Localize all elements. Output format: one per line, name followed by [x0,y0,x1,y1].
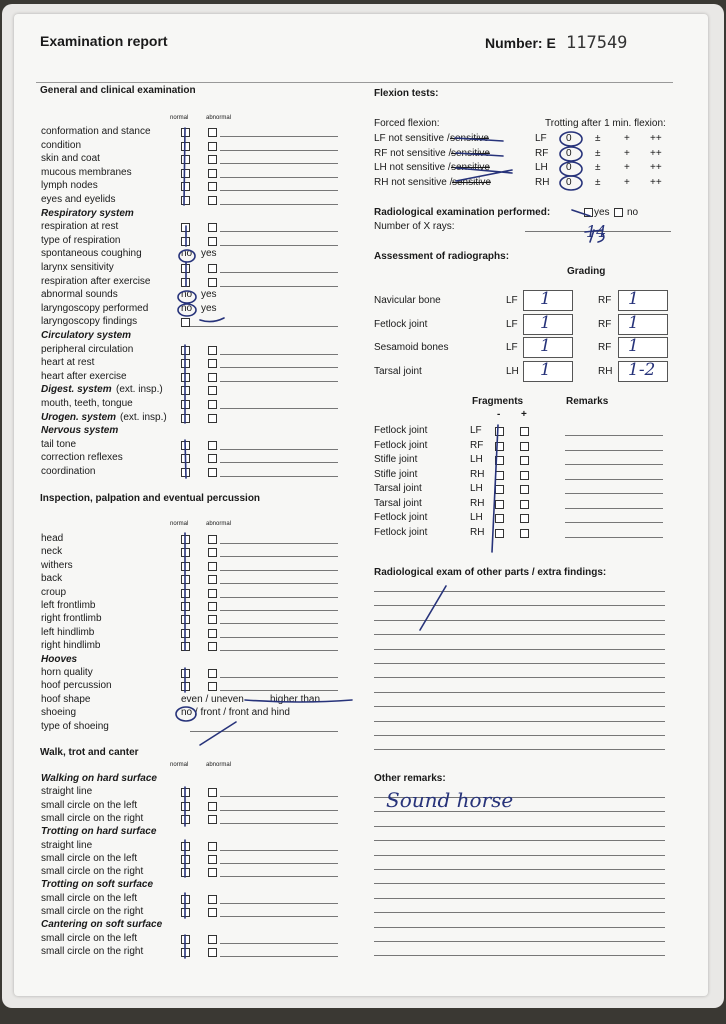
row-label: mouth, teeth, tongue [41,398,133,409]
row-label: conformation and stance [41,126,151,137]
normal-column-header: normal [170,521,189,527]
subsection-heading: Respiratory system [41,207,134,219]
checkmark-stroke [184,128,185,205]
subsection-heading: Digest. system [41,384,112,396]
general-section-title: General and clinical examination [40,85,196,96]
flexion-grade-option[interactable]: ++ [650,147,662,159]
flexion-grade-option[interactable]: ++ [650,133,662,144]
abnormal-column-header: abnormal [206,115,232,121]
row-label: type of respiration [41,234,121,246]
forced-flexion-label: Forced flexion: [374,118,440,129]
report-number-label: Number: E [485,35,556,51]
row-label: left hindlimb [41,626,95,638]
fragment-leg: LH [470,483,483,494]
assessment-title: Assessment of radiographs: [374,251,510,262]
row-label: withers [41,559,73,571]
right-grade-value[interactable]: 1 [628,336,639,356]
assessment-row-label: Fetlock joint [374,318,428,330]
left-grade-value[interactable]: 1 [540,289,551,309]
row-label: back [41,573,63,585]
row-label: abnormal sounds [41,289,118,301]
assessment-right-leg: RH [598,365,613,377]
row-label: lymph nodes [41,180,98,192]
option-text[interactable]: even / uneven [181,693,244,705]
flexion-grade-option[interactable]: 0 [566,176,572,188]
row-label: right hindlimb [41,640,101,652]
fragment-joint-label: Tarsal joint [374,483,422,494]
row-label: neck [41,546,63,558]
assessment-right-leg: RF [598,342,612,353]
row-label: spontaneous coughing [41,248,142,260]
row-label: eyes and eyelids [41,194,116,205]
yes-option[interactable]: yes [201,289,217,301]
yes-option[interactable]: yes [201,302,217,314]
subsection-heading: Trotting on soft surface [41,879,154,891]
minus-header: - [497,409,501,420]
no-option[interactable]: no [181,302,193,314]
row-label: horn quality [41,667,93,678]
fragment-leg: LH [470,512,483,523]
row-label: mucous membranes [41,166,132,178]
row-label: peripheral circulation [41,343,134,355]
no-option[interactable]: no [181,248,193,260]
row-label: tail tone [41,438,77,450]
flexion-leg: RH [535,176,550,188]
other-remarks-title: Other remarks: [374,773,446,784]
other-parts-title: Radiological exam of other parts / extra findings: [374,567,607,578]
abnormal-column-header: abnormal [206,762,232,768]
flexion-row-strike[interactable]: sensitive [450,133,489,144]
subsection-heading: Urogen. system [41,411,117,423]
remarks-title: Remarks [566,396,609,407]
flexion-grade-option[interactable]: 0 [566,162,572,174]
yes-option[interactable]: yes [201,248,217,260]
right-grade-value[interactable]: 1 [628,312,639,333]
radiological-no-text: no [627,207,639,218]
row-label: straight line [41,839,93,851]
fragment-leg: LH [470,454,483,465]
row-label: head [41,533,64,544]
left-grade-value[interactable]: 1 [540,359,551,380]
flexion-leg: LH [535,162,548,174]
assessment-right-leg: RF [598,318,612,330]
flexion-grade-option[interactable]: + [624,147,630,159]
abnormal-column-header: abnormal [206,521,232,527]
subsection-heading: Trotting on hard surface [41,826,157,838]
flexion-grade-option[interactable]: ± [595,147,601,159]
row-label: larynx sensitivity [41,262,114,273]
right-grade-value[interactable]: 1 [628,289,639,309]
flexion-grade-option[interactable]: ++ [650,176,662,188]
row-label: small circle on the right [41,812,144,824]
report-number-value: 117549 [566,33,628,53]
flexion-grade-option[interactable]: ± [595,133,601,144]
flexion-grade-option[interactable]: ± [595,162,601,174]
row-label: correction reflexes [41,452,123,464]
flexion-leg: LF [535,133,547,144]
xrays-label: Number of X rays: [374,221,455,232]
row-label: hoof percussion [41,680,112,692]
subsection-heading: Circulatory system [41,330,132,341]
subsection-heading: Walking on hard surface [41,773,157,784]
row-label: respiration at rest [41,221,119,233]
subsection-suffix: (ext. insp.) [116,384,163,396]
row-label: small circle on the left [41,852,138,864]
assessment-row-label: Sesamoid bones [374,342,449,353]
other-remarks-handwriting[interactable]: Sound horse [386,788,514,812]
right-grade-value[interactable]: 1-2 [628,359,656,380]
subsection-heading: Cantering on soft surface [41,919,163,931]
fragment-joint-label: Fetlock joint [374,512,428,523]
row-label: laryngoscopy performed [41,302,149,314]
walk-section-title: Walk, trot and canter [40,747,139,758]
trotting-label: Trotting after 1 min. flexion: [545,118,666,129]
flexion-row-text: LH not sensitive / [374,162,451,174]
row-label: laryngoscopy findings [41,316,138,328]
row-label: right frontlimb [41,613,102,625]
radiological-performed-label: Radiological examination performed: [374,207,551,218]
row-label: condition [41,139,82,151]
grading-label: Grading [567,266,606,277]
flexion-grade-option[interactable]: 0 [566,133,572,144]
assessment-left-leg: LF [506,295,518,306]
row-label: heart at rest [41,357,95,369]
fragment-joint-label: Fetlock joint [374,439,428,451]
flexion-row-text: RH not sensitive / [374,176,453,188]
fragment-leg: RH [470,468,485,480]
normal-column-header: normal [170,115,189,121]
row-label: hoof shape [41,693,91,705]
row-label: shoeing [41,707,77,719]
flexion-grade-option[interactable]: + [624,162,630,174]
inspection-section-title: Inspection, palpation and eventual percussion [40,493,261,504]
row-label: croup [41,586,67,598]
row-label: type of shoeing [41,720,109,732]
report-title: Examination report [40,33,168,49]
flexion-row-strike[interactable]: sensitive [452,176,491,188]
fragment-joint-label: Stifle joint [374,468,418,480]
fragment-joint-label: Tarsal joint [374,497,422,509]
xrays-value[interactable]: 14 [586,222,607,241]
fragment-leg: LF [470,425,482,436]
flexion-grade-option[interactable]: 0 [566,147,572,159]
left-grade-value[interactable]: 1 [540,312,551,333]
row-label: small circle on the right [41,945,144,957]
assessment-left-leg: LF [506,318,518,330]
radiological-yes-text: yes [594,207,610,218]
flexion-row-text: LF not sensitive / [374,133,450,144]
fragment-joint-label: Stifle joint [374,454,418,465]
subsection-suffix: (ext. insp.) [120,411,167,423]
flexion-title: Flexion tests: [374,88,439,99]
fragment-joint-label: Fetlock joint [374,526,428,538]
flexion-leg: RF [535,147,549,159]
subsection-heading: Nervous system [41,425,119,437]
assessment-row-label: Tarsal joint [374,365,422,377]
flexion-grade-option[interactable]: ± [595,176,601,188]
fragments-title: Fragments [472,396,524,407]
row-label: small circle on the left [41,932,138,944]
row-label: heart after exercise [41,370,127,382]
fragment-joint-label: Fetlock joint [374,425,428,436]
no-option[interactable]: no [181,289,193,301]
row-label: straight line [41,786,93,798]
flexion-row-strike[interactable]: sensitive [451,162,490,174]
option-text-2[interactable]: higher than [270,693,321,705]
row-label: skin and coat [41,153,100,165]
fragment-leg: RF [470,439,484,451]
assessment-row-label: Navicular bone [374,295,441,306]
row-label: small circle on the left [41,892,138,904]
assessment-right-leg: RF [598,295,612,306]
fragment-leg: RH [470,497,485,509]
subsection-heading: Hooves [41,653,78,665]
assessment-left-leg: LH [506,365,519,377]
option-text[interactable]: no / front / front and hind [181,707,290,719]
row-label: left frontlimb [41,600,96,611]
row-label: coordination [41,466,96,477]
flexion-grade-option[interactable]: + [624,133,630,144]
fragment-leg: RH [470,526,485,538]
assessment-left-leg: LF [506,342,518,353]
normal-column-header: normal [170,762,189,768]
row-label: small circle on the right [41,906,144,917]
flexion-grade-option[interactable]: + [624,176,630,188]
row-label: small circle on the right [41,866,144,878]
row-label: respiration after exercise [41,275,151,287]
flexion-row-text: RF not sensitive / [374,147,452,159]
plus-header: + [521,409,527,420]
left-grade-value[interactable]: 1 [540,336,551,356]
flexion-grade-option[interactable]: ++ [650,162,662,174]
flexion-row-strike[interactable]: sensitive [451,147,490,159]
row-label: small circle on the left [41,799,138,811]
